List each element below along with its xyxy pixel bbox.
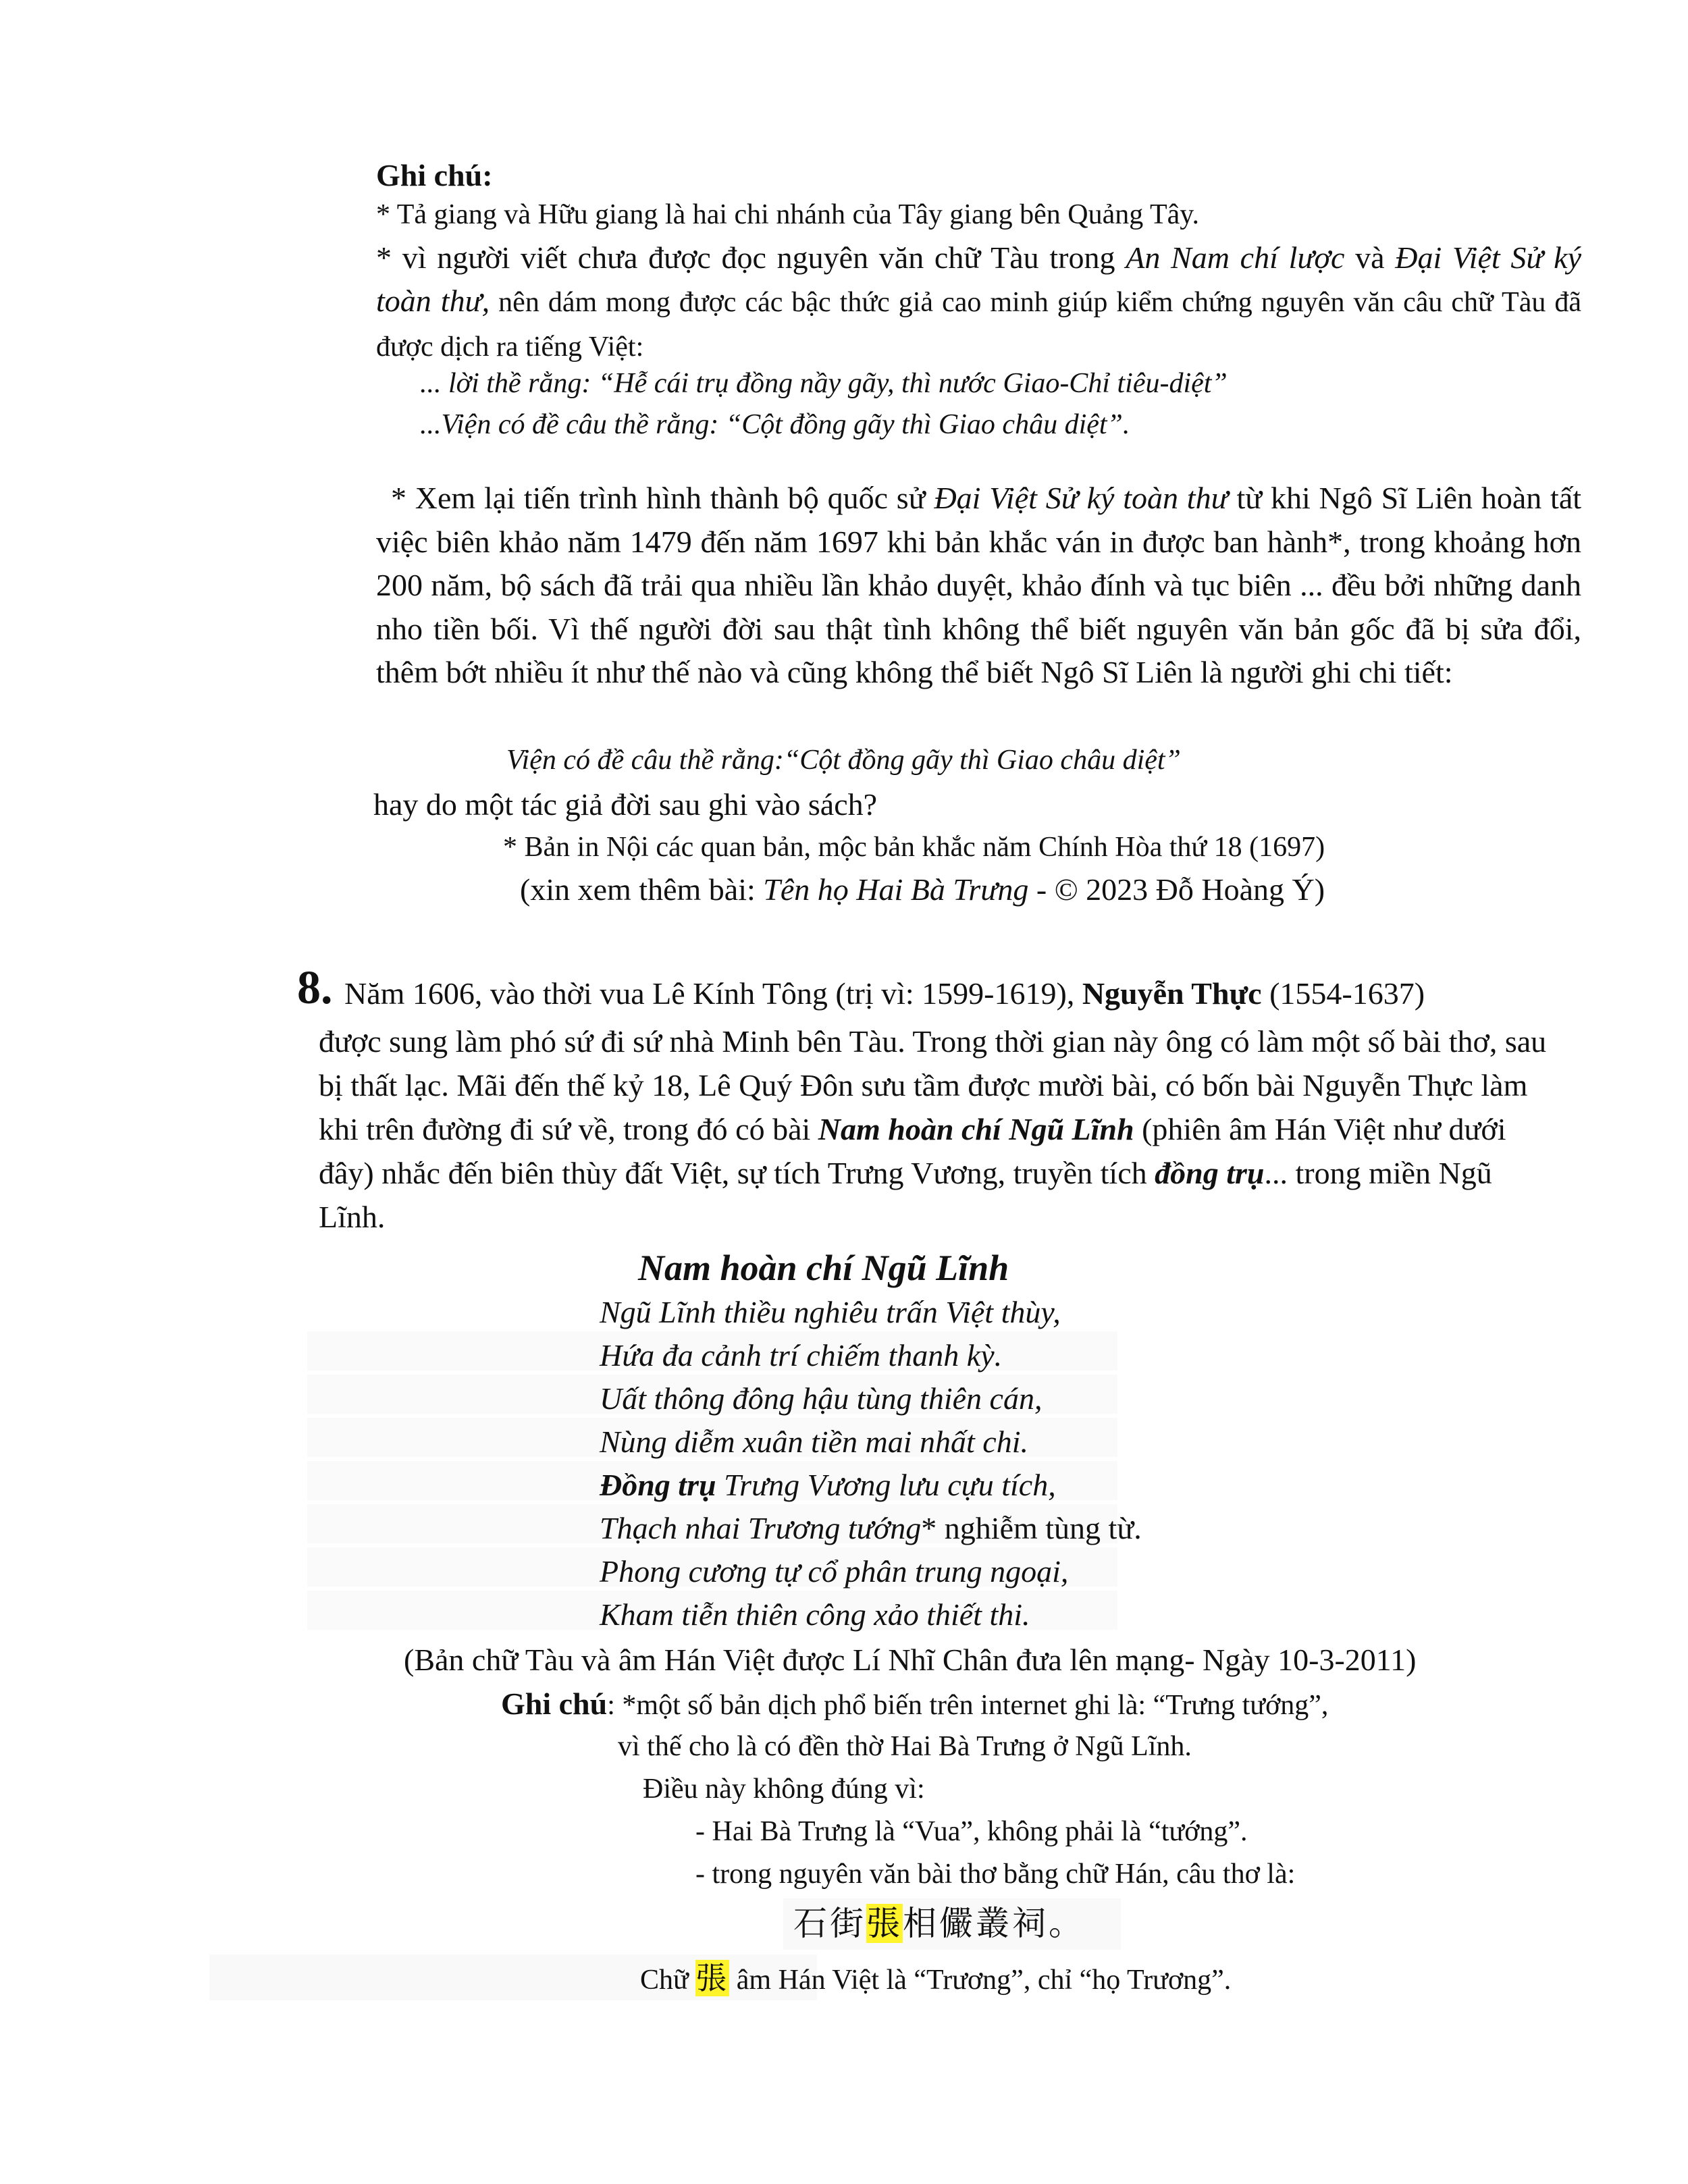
section8-t3: được sung làm phó sứ đi sứ nhà Minh bên Tàu. Trong thời gian này ông có làm một số bài thơ, sau bị thất lạc. Mãi đến thế kỷ 18, Lê Quý Đôn sưu tầm được mười bài, có bốn bài Nguyễn Thực làm khi trên đường đi sứ về, trong đó có bài [319,1024,1547,1146]
section8-dong-tru: đồng trụ [1155,1156,1265,1190]
note2-line5: - trong nguyên văn bài thơ bằng chữ Hán, câu thơ là: [695,1859,1296,1890]
poem-line-1: Ngũ Lĩnh thiều nghiêu trấn Việt thùy, [600,1295,1061,1329]
note2-last-line [640,1956,1231,2002]
note1-line2-post: nên dám mong được các bậc thức giả cao minh giúp kiểm chứng nguyên văn câu chữ Tàu đã được dịch ra tiếng Việt: [376,287,1582,363]
para2-post: từ khi Ngô Sĩ Liên hoàn tất việc biên khảo năm 1479 đến năm 1697 khi bản khắc ván in được ban hành*, trong khoảng hơn 200 năm, bộ sách đã trải qua nhiều lần khảo duyệt, khảo đính và tục biên ... đều bởi những danh nho tiền bối. Vì thế người đời sau thật tình không thể biết nguyên văn bản gốc đã bị sửa đổi, thêm bớt nhiều ít như thế nào và cũng không thể biết Ngô Sĩ Liên là người ghi chi tiết: [376,481,1582,689]
para2-reference [520,868,1325,911]
poem-source: (Bản chữ Tàu và âm Hán Việt được Lí Nhĩ Chân đưa lên mạng- Ngày 10-3-2011) [404,1643,1417,1677]
note2-label: Ghi chú [501,1686,608,1721]
para2-footnote: * Bản in Nội các quan bản, mộc bản khắc năm Chính Hòa thứ 18 (1697) [503,832,1325,863]
para2-book: Đại Việt Sử ký toàn thư [934,481,1228,515]
section8-t1: Năm 1606, vào thời vua Lê Kính Tông (trị vì: 1599-1619), [344,976,1082,1011]
note1-and: và [1344,240,1396,275]
note1-line2-pre: * vì người viết chưa được đọc nguyên văn chữ Tàu trong [376,240,1126,275]
note2-l1: : *một số bản dịch phổ biến trên internet ghi là: “Trưng tướng”, [607,1690,1329,1721]
poem-l5-rest: Trưng Vương lưu cựu tích, [716,1468,1056,1502]
para2-quote: Viện có đề câu thề rằng:“Cột đồng gãy thì Giao châu diệt” [506,745,1181,776]
han-highlight: 張 [866,1904,903,1943]
section-number: 8. [297,962,333,1014]
poem-line-5 [600,1464,1056,1507]
poem-title: Nam hoàn chí Ngũ Lĩnh [638,1248,1009,1288]
note1-book1: An Nam chí lược [1126,240,1345,275]
section8-t2: (1554-1637) [1261,976,1425,1011]
poem-line-2: Hứa đa cảnh trí chiếm thanh kỳ. [600,1338,1003,1373]
note2-line2: vì thế cho là có đền thờ Hai Bà Trưng ở Ngũ Lĩnh. [618,1731,1192,1762]
last-char: 張 [695,1960,730,1996]
poem-l6-b: * nghiễm tùng từ. [921,1511,1142,1545]
last-post: âm Hán Việt là “Trương”, chỉ “họ Trương”. [729,1965,1232,1996]
last-pre: Chữ [640,1965,696,1996]
poem-l5-bold: Đồng trụ [600,1468,716,1502]
han-verse [793,1900,1085,1947]
note2-line1 [501,1682,1328,1727]
para2-body [376,477,1581,695]
han-b: 相儼叢祠。 [903,1904,1085,1943]
poem-line-6 [600,1507,1142,1550]
poem-l6-a: Thạch nhai Trương tướng [600,1511,922,1545]
section8-t5: ... trong miền Ngũ Lĩnh. [319,1156,1492,1234]
han-a: 石街 [793,1904,866,1943]
para2-pre: * Xem lại tiến trình hình thành bộ quốc sử [391,481,934,515]
note2-line4: - Hai Bà Trưng là “Vua”, không phải là “tướng”. [695,1816,1248,1847]
poem-line-4: Nùng diễm xuân tiền mai nhất chi. [600,1424,1028,1459]
note1-title: Ghi chú: [376,158,493,192]
poem-line-8: Kham tiễn thiên công xảo thiết thi. [600,1597,1030,1632]
note1-quote1: ... lời thề rằng: “Hễ cái trụ đồng nầy gãy, thì nước Giao-Chỉ tiêu-diệt” [420,368,1228,399]
para2-question: hay do một tác giả đời sau ghi vào sách? [373,787,878,822]
section8-name: Nguyễn Thực [1082,976,1262,1011]
poem-line-7: Phong cương tự cổ phân trung ngoại, [600,1554,1069,1589]
poem-line-3: Uất thông đông hậu tùng thiên cán, [600,1381,1043,1416]
note1-paragraph [376,236,1581,369]
note1-book2: Đại Việt Sử ký toàn thư, [376,240,1581,318]
ref-title: Tên họ Hai Bà Trưng [763,872,1029,907]
note1-line1: * Tả giang và Hữu giang là hai chi nhánh của Tây giang bên Quảng Tây. [376,199,1200,230]
section8-first-line [344,972,1425,1015]
note2-line3: Điều này không đúng vì: [643,1774,925,1805]
ref-pre: (xin xem thêm bài: [520,872,764,907]
section8-poem-name: Nam hoàn chí Ngũ Lĩnh [818,1112,1134,1146]
ref-post: - © 2023 Đỗ Hoàng Ý) [1028,872,1325,907]
section8-t4: (phiên âm Hán Việt như dưới đây) nhắc đến biên thùy đất Việt, sự tích Trưng Vương, truyền tích [319,1112,1506,1190]
note1-quote2: ...Viện có đề câu thề rằng: “Cột đồng gãy thì Giao châu diệt”. [420,409,1130,440]
section8-body [319,1019,1554,1239]
